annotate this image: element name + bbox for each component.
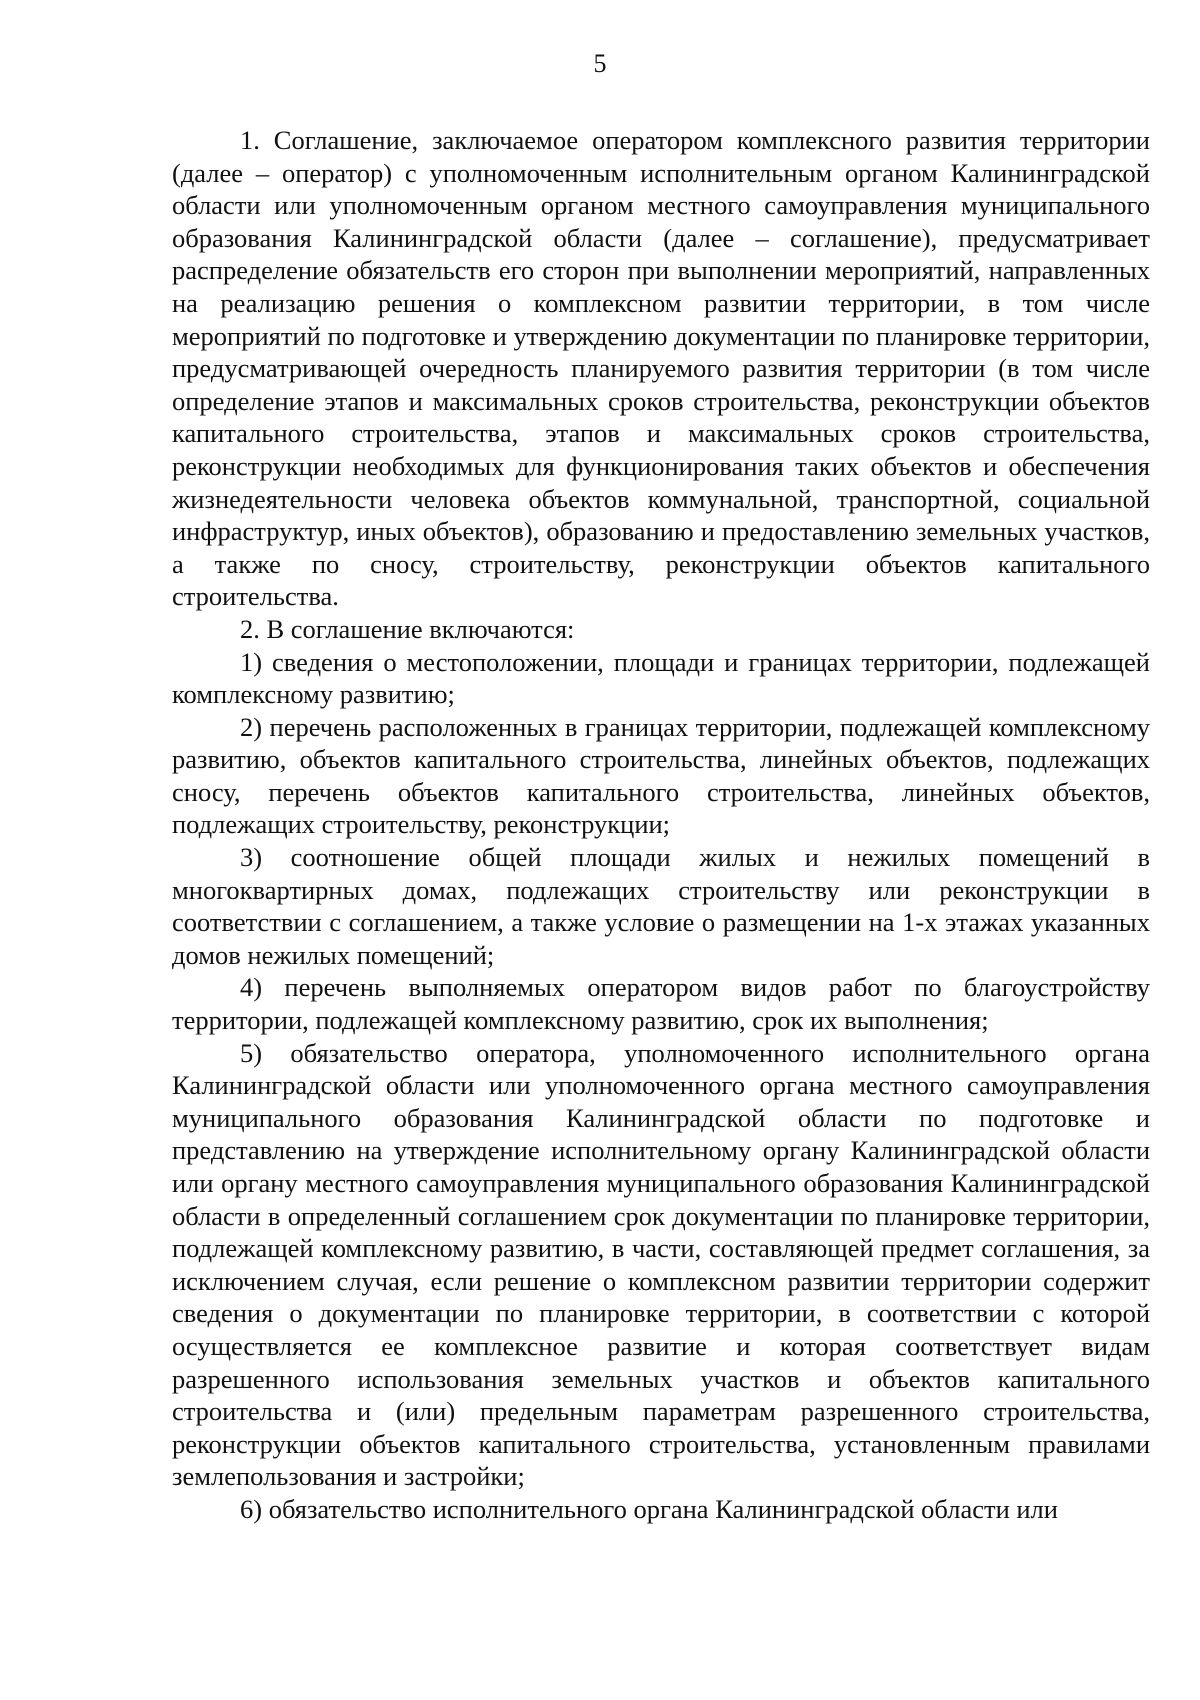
list-item-2-objects-list: 2) перечень расположенных в границах территории, подлежащей комплексному развитию, объектов капитального строительства, линейных объектов, подлежащих сносу, перечень объектов капитального строительства, линейных объектов, подлежащих строительству, реконструкции; [172, 711, 1150, 840]
list-item-5-operator-obligation: 5) обязательство оператора, уполномоченного исполнительного органа Калининградской области или уполномоченного органа местного самоуправления муниципального образования Калининградской области по подготовке и представлению на утверждение исполнительному органу Калининградской области или органу местного самоуправления муниципального образования Калининградской области в определенный соглашением срок документации по планировке территории, подлежащей комплексному развитию, в части, составляющей предмет соглашения, за исключением случая, если решение о комплексном развитии территории содержит сведения о документации по планировке территории, в соответствии с которой осуществляется ее комплексное развитие и которая соответствует видам разрешенного использования земельных участков и объектов капитального строительства и (или) предельным параметрам разрешенного строительства, реконструкции объектов капитального строительства, установленным правилами землепользования и застройки; [172, 1037, 1150, 1492]
document-body [172, 124, 1150, 1526]
page-number: 5 [593, 49, 607, 78]
list-item-3-area-ratio: 3) соотношение общей площади жилых и нежилых помещений в многоквартирных домах, подлежащих строительству или реконструкции в соответствии с соглашением, а также условие о размещении на 1-х этажах указанных домов нежилых помещений; [172, 842, 1150, 970]
paragraph-1-agreement-definition: 1. Соглашение, заключаемое оператором комплексного развития территории (далее – оператор) с уполномоченным исполнительным органом Калининградской области или уполномоченным органом местного самоуправления муниципального образования Калининградской области (далее – соглашение), предусматривает распределение обязательств его сторон при выполнении мероприятий, направленных на реализацию решения о комплексном развитии территории, в том числе мероприятий по подготовке и утверждению документации по планировке территории, предусматривающей очередность планируемого развития территории (в том числе определение этапов и максимальных сроков строительства, реконструкции объектов капитального строительства, этапов и максимальных сроков строительства, реконструкции необходимых для функционирования таких объектов и обеспечения жизнедеятельности человека объектов коммунальной, транспортной, социальной инфраструктур, иных объектов), образованию и предоставлению земельных участков, а также по сносу, строительству, реконструкции объектов капитального строительства. [172, 125, 1150, 612]
list-item-1-territory-info: 1) сведения о местоположении, площади и границах территории, подлежащей комплексному развитию; [172, 646, 1150, 710]
list-item-6-executive-obligation: 6) обязательство исполнительного органа Калининградской области или [240, 1493, 1058, 1524]
paragraph-2-agreement-contents: 2. В соглашение включаются: [240, 613, 575, 644]
list-item-4-landscaping-works: 4) перечень выполняемых оператором видов работ по благоустройству территории, подлежащей комплексному развитию, срок их выполнения; [172, 972, 1150, 1036]
